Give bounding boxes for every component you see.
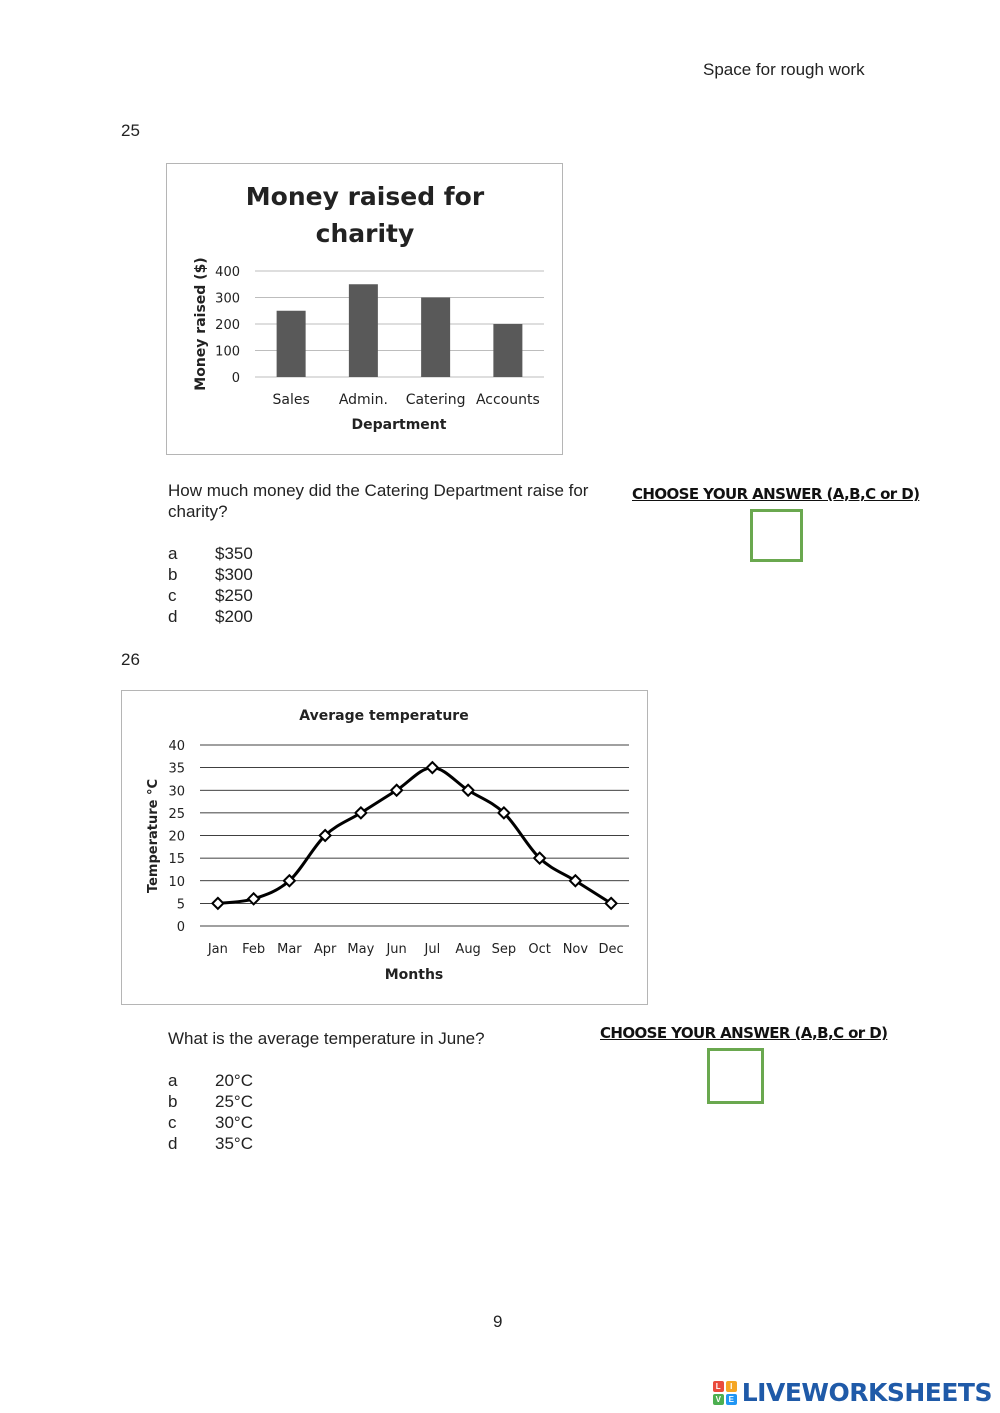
y-tick-label: 15 (168, 852, 185, 868)
y-tick-label: 20 (168, 829, 185, 845)
bar (277, 311, 306, 377)
line-chart-panel (121, 690, 648, 1005)
bar-chart (167, 164, 562, 454)
y-tick-label: 400 (215, 265, 240, 280)
logo-mark-icon: L I V E (713, 1381, 737, 1405)
question-25-text: How much money did the Catering Department raise for charity? (168, 481, 589, 521)
question-number-25: 25 (121, 121, 140, 140)
liveworksheets-logo (713, 1378, 992, 1407)
option-c: c $250 (168, 586, 253, 605)
line-chart (122, 691, 647, 1004)
question-26-options (168, 1070, 253, 1154)
data-point-marker (248, 893, 259, 904)
y-tick-label: 0 (231, 371, 240, 386)
rough-work-label: Space for rough work (703, 60, 865, 79)
bar (421, 298, 450, 378)
x-tick-label: Feb (242, 942, 266, 957)
page-number: 9 (493, 1312, 503, 1331)
x-tick-label: Sep (491, 942, 517, 957)
y-axis-label: Temperature °C (146, 778, 161, 894)
x-tick-label: Accounts (475, 392, 540, 408)
question-number-26: 26 (121, 650, 140, 669)
option-b: b 25°C (168, 1092, 253, 1111)
option-b: b $300 (168, 565, 253, 584)
x-tick-label: Catering (405, 392, 466, 408)
x-tick-label: Jun (386, 942, 407, 957)
x-tick-label: May (347, 942, 375, 957)
option-d: d 35°C (168, 1134, 253, 1153)
y-tick-label: 35 (168, 761, 185, 777)
x-tick-label: Mar (277, 942, 302, 957)
brand-name: LIVEWORKSHEETS (741, 1378, 992, 1407)
y-tick-label: 10 (168, 874, 185, 890)
option-c: c 30°C (168, 1113, 253, 1132)
question-25-options (168, 543, 253, 627)
x-tick-label: Sales (272, 392, 310, 408)
option-a: a 20°C (168, 1071, 253, 1090)
y-tick-label: 25 (168, 806, 185, 822)
y-tick-label: 100 (215, 344, 240, 360)
x-tick-label: Jan (207, 942, 228, 957)
option-d: d $200 (168, 607, 253, 626)
option-a: a $350 (168, 544, 253, 563)
y-tick-label: 300 (215, 291, 240, 307)
data-point-marker (212, 898, 223, 909)
chart-title: Money raised for (245, 182, 485, 211)
question-26-text: What is the average temperature in June? (168, 1029, 485, 1048)
x-tick-label: Oct (528, 942, 551, 957)
x-tick-label: Jul (424, 942, 441, 957)
y-tick-label: 0 (176, 920, 185, 935)
x-axis-label: Department (351, 417, 447, 433)
y-tick-label: 5 (176, 897, 185, 913)
choose-answer-label-26: CHOOSE YOUR ANSWER (A,B,C or D) (600, 1024, 888, 1042)
bar-chart-panel (166, 163, 563, 455)
bar (493, 324, 522, 377)
data-point-marker (427, 762, 438, 773)
choose-answer-label-25: CHOOSE YOUR ANSWER (A,B,C or D) (632, 485, 920, 503)
x-tick-label: Admin. (338, 392, 388, 408)
x-tick-label: Nov (562, 942, 589, 957)
chart-title: charity (315, 219, 415, 248)
bar (349, 284, 378, 377)
y-axis-label: Money raised ($) (193, 257, 209, 391)
x-axis-label: Months (384, 967, 444, 983)
answer-box-25[interactable] (750, 509, 803, 562)
y-tick-label: 40 (168, 739, 185, 754)
x-tick-label: Dec (598, 942, 624, 957)
chart-title: Average temperature (299, 708, 469, 724)
x-tick-label: Aug (455, 942, 481, 957)
y-tick-label: 30 (168, 784, 185, 800)
answer-box-26[interactable] (707, 1048, 764, 1104)
x-tick-label: Apr (313, 942, 337, 957)
y-tick-label: 200 (215, 318, 240, 333)
